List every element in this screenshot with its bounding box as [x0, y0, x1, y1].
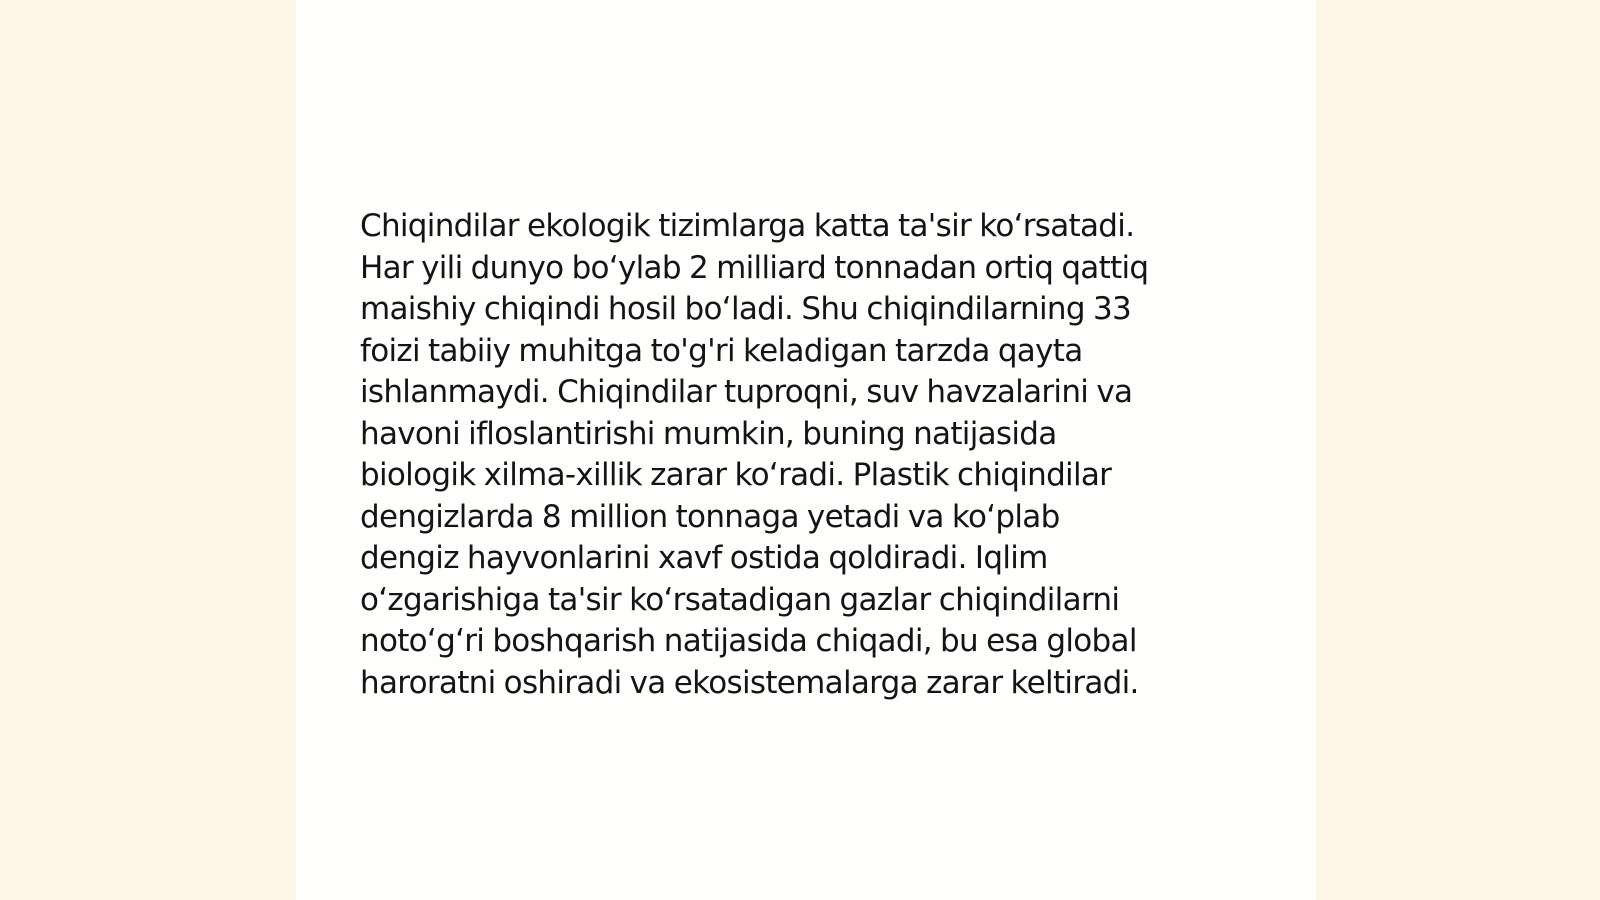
paragraph-line-9: dengiz hayvonlarini xavf ostida qoldiradi. Iqlim [360, 540, 1048, 576]
paragraph-line-4: foizi tabiiy muhitga to'g'ri keladigan tarzda qayta [360, 332, 1083, 369]
paragraph-line-12: haroratni oshiradi va ekosistemalarga zarar keltiradi. [360, 664, 1139, 701]
paragraph-line-3: maishiy chiqindi hosil bo‘ladi. Shu chiqindilarning 33 [360, 291, 1132, 327]
paragraph-line-7: biologik xilma-xillik zarar ko‘radi. Plastik chiqindilar [360, 457, 1112, 493]
paragraph-line-6: havoni ifloslantirishi mumkin, buning natijasida [360, 415, 1057, 452]
paragraph-line-1: Chiqindilar ekologik tizimlarga katta ta'sir ko‘rsatadi. [360, 208, 1135, 244]
paragraph-line-2: Har yili dunyo bo‘ylab 2 milliard tonnadan ortiq qattiq [360, 249, 1149, 286]
paragraph-line-10: o‘zgarishiga ta'sir ko‘rsatadigan gazlar chiqindilarni [360, 581, 1120, 618]
paragraph-line-8: dengizlarda 8 million tonnaga yetadi va ko‘plab [360, 498, 1060, 535]
paragraph-line-11: noto‘g‘ri boshqarish natijasida chiqadi, bu esa global [360, 623, 1137, 659]
body-paragraph [360, 206, 1240, 704]
document-page [296, 0, 1316, 900]
paragraph-line-5: ishlanmaydi. Chiqindilar tuproqni, suv havzalarini va [360, 374, 1133, 410]
